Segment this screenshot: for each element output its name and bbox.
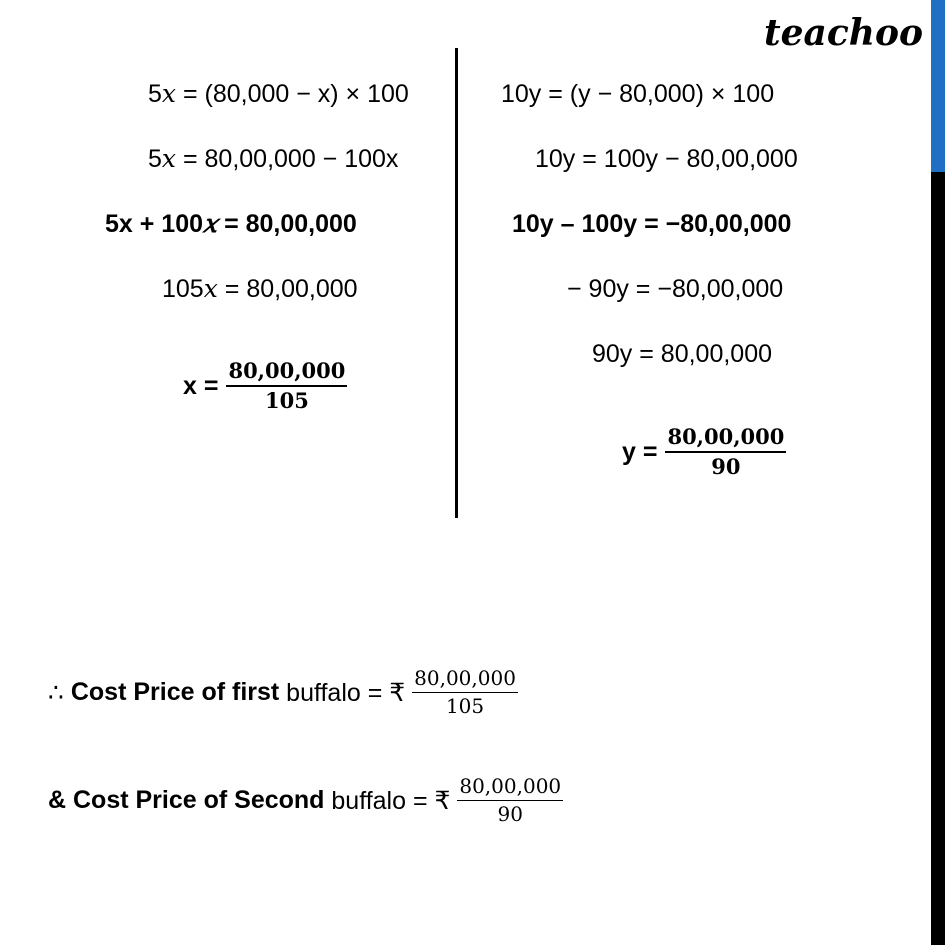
conclusion-first-buffalo — [48, 665, 518, 720]
left-equation-4: 105𝑥 = 80,00,000 — [162, 274, 358, 303]
right-result-numerator: 80,00,000 — [665, 423, 786, 453]
therefore-symbol: ∴ — [48, 678, 71, 707]
right-equation-2: 10y = 100y − 80,00,000 — [535, 145, 798, 173]
right-equation-3: 10y – 100y = −80,00,000 — [512, 210, 792, 238]
left-result-numerator: 80,00,000 — [226, 357, 347, 387]
right-result-denominator: 90 — [711, 454, 741, 479]
left-result-denominator: 105 — [264, 388, 309, 413]
conclusion-first-denominator: 105 — [445, 694, 485, 718]
conclusion-first-label: Cost Price of first — [70, 678, 280, 706]
conclusion-second-denominator: 90 — [497, 802, 523, 826]
right-equation-4: − 90y = −80,00,000 — [567, 275, 784, 303]
right-equation-5: 90y = 80,00,000 — [592, 340, 773, 368]
left-result — [183, 357, 347, 415]
right-result — [622, 423, 786, 481]
sidebar-accent-bar — [931, 0, 945, 172]
conclusion-second-fraction — [457, 773, 563, 828]
column-divider — [455, 48, 458, 518]
conclusion-second-text: buffalo = ₹ — [324, 786, 458, 815]
right-equation-1: 10y = (y − 80,000) × 100 — [501, 80, 775, 108]
conclusion-first-text: buffalo = ₹ — [279, 678, 413, 707]
conclusion-second-buffalo — [48, 773, 563, 828]
conclusion-second-label: & Cost Price of Second — [48, 786, 325, 814]
left-result-fraction — [226, 357, 347, 415]
conclusion-second-numerator: 80,00,000 — [457, 773, 563, 801]
left-equation-3: 5x + 100𝑥 = 80,00,000 — [105, 209, 357, 238]
conclusion-first-numerator: 80,00,000 — [412, 665, 518, 693]
sidebar-dark-bar — [931, 172, 945, 945]
left-result-label: x = — [183, 371, 219, 400]
right-result-fraction — [665, 423, 786, 481]
right-result-label: y = — [622, 437, 658, 466]
left-equation-2: 5𝑥 = 80,00,000 − 100x — [148, 144, 399, 173]
conclusion-first-fraction — [412, 665, 518, 720]
left-equation-1: 5𝑥 = (80,000 − x) × 100 — [148, 79, 409, 108]
teachoo-logo: teachoo — [764, 12, 923, 54]
